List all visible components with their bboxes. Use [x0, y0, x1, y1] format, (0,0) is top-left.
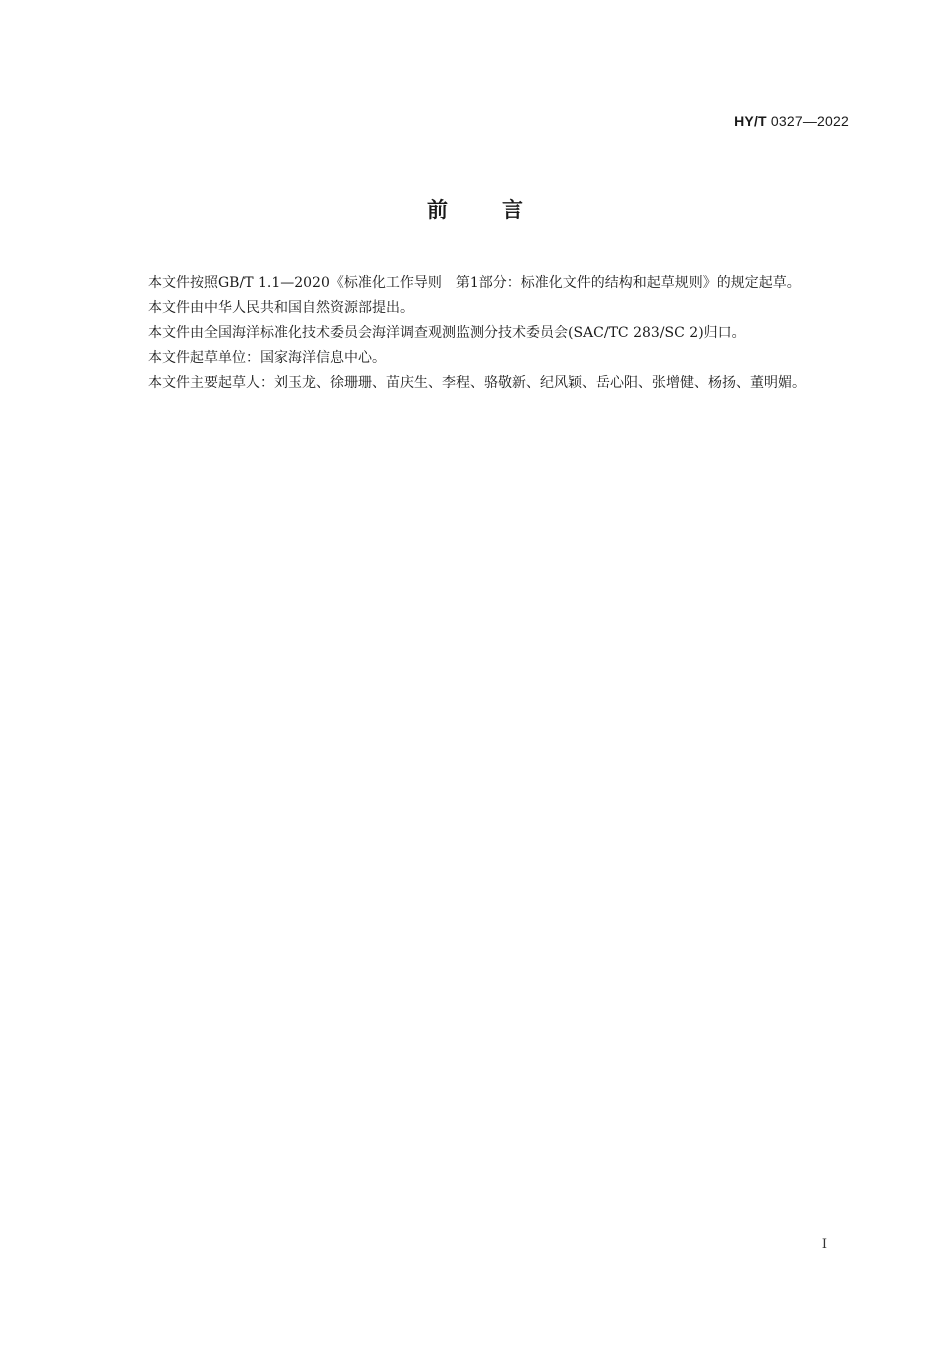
standard-number: 0327—2022 — [770, 113, 849, 129]
standard-code — [734, 113, 849, 129]
paragraph-drafting-rules: 本文件按照GB/T 1.1—2020《标准化工作导则 第1部分：标准化文件的结构和起草规则》的规定起草。 — [148, 275, 801, 291]
page-number: I — [821, 1237, 827, 1252]
standard-prefix: HY/T — [734, 113, 767, 129]
foreword-body — [114, 271, 850, 396]
title-char-1: 前 — [427, 198, 448, 222]
paragraph-drafters: 本文件主要起草人：刘玉龙、徐珊珊、苗庆生、李程、骆敬新、纪风颖、岳心阳、张增健、杨扬、董明媚。 — [148, 375, 806, 391]
paragraph-technical-committee: 本文件由全国海洋标准化技术委员会海洋调查观测监测分技术委员会(SAC/TC 283/SC 2)归口。 — [148, 325, 746, 341]
paragraph-proposer: 本文件由中华人民共和国自然资源部提出。 — [148, 300, 414, 316]
page-title — [0, 194, 950, 226]
title-char-2: 言 — [502, 198, 523, 222]
paragraph-drafting-unit: 本文件起草单位：国家海洋信息中心。 — [148, 350, 386, 366]
